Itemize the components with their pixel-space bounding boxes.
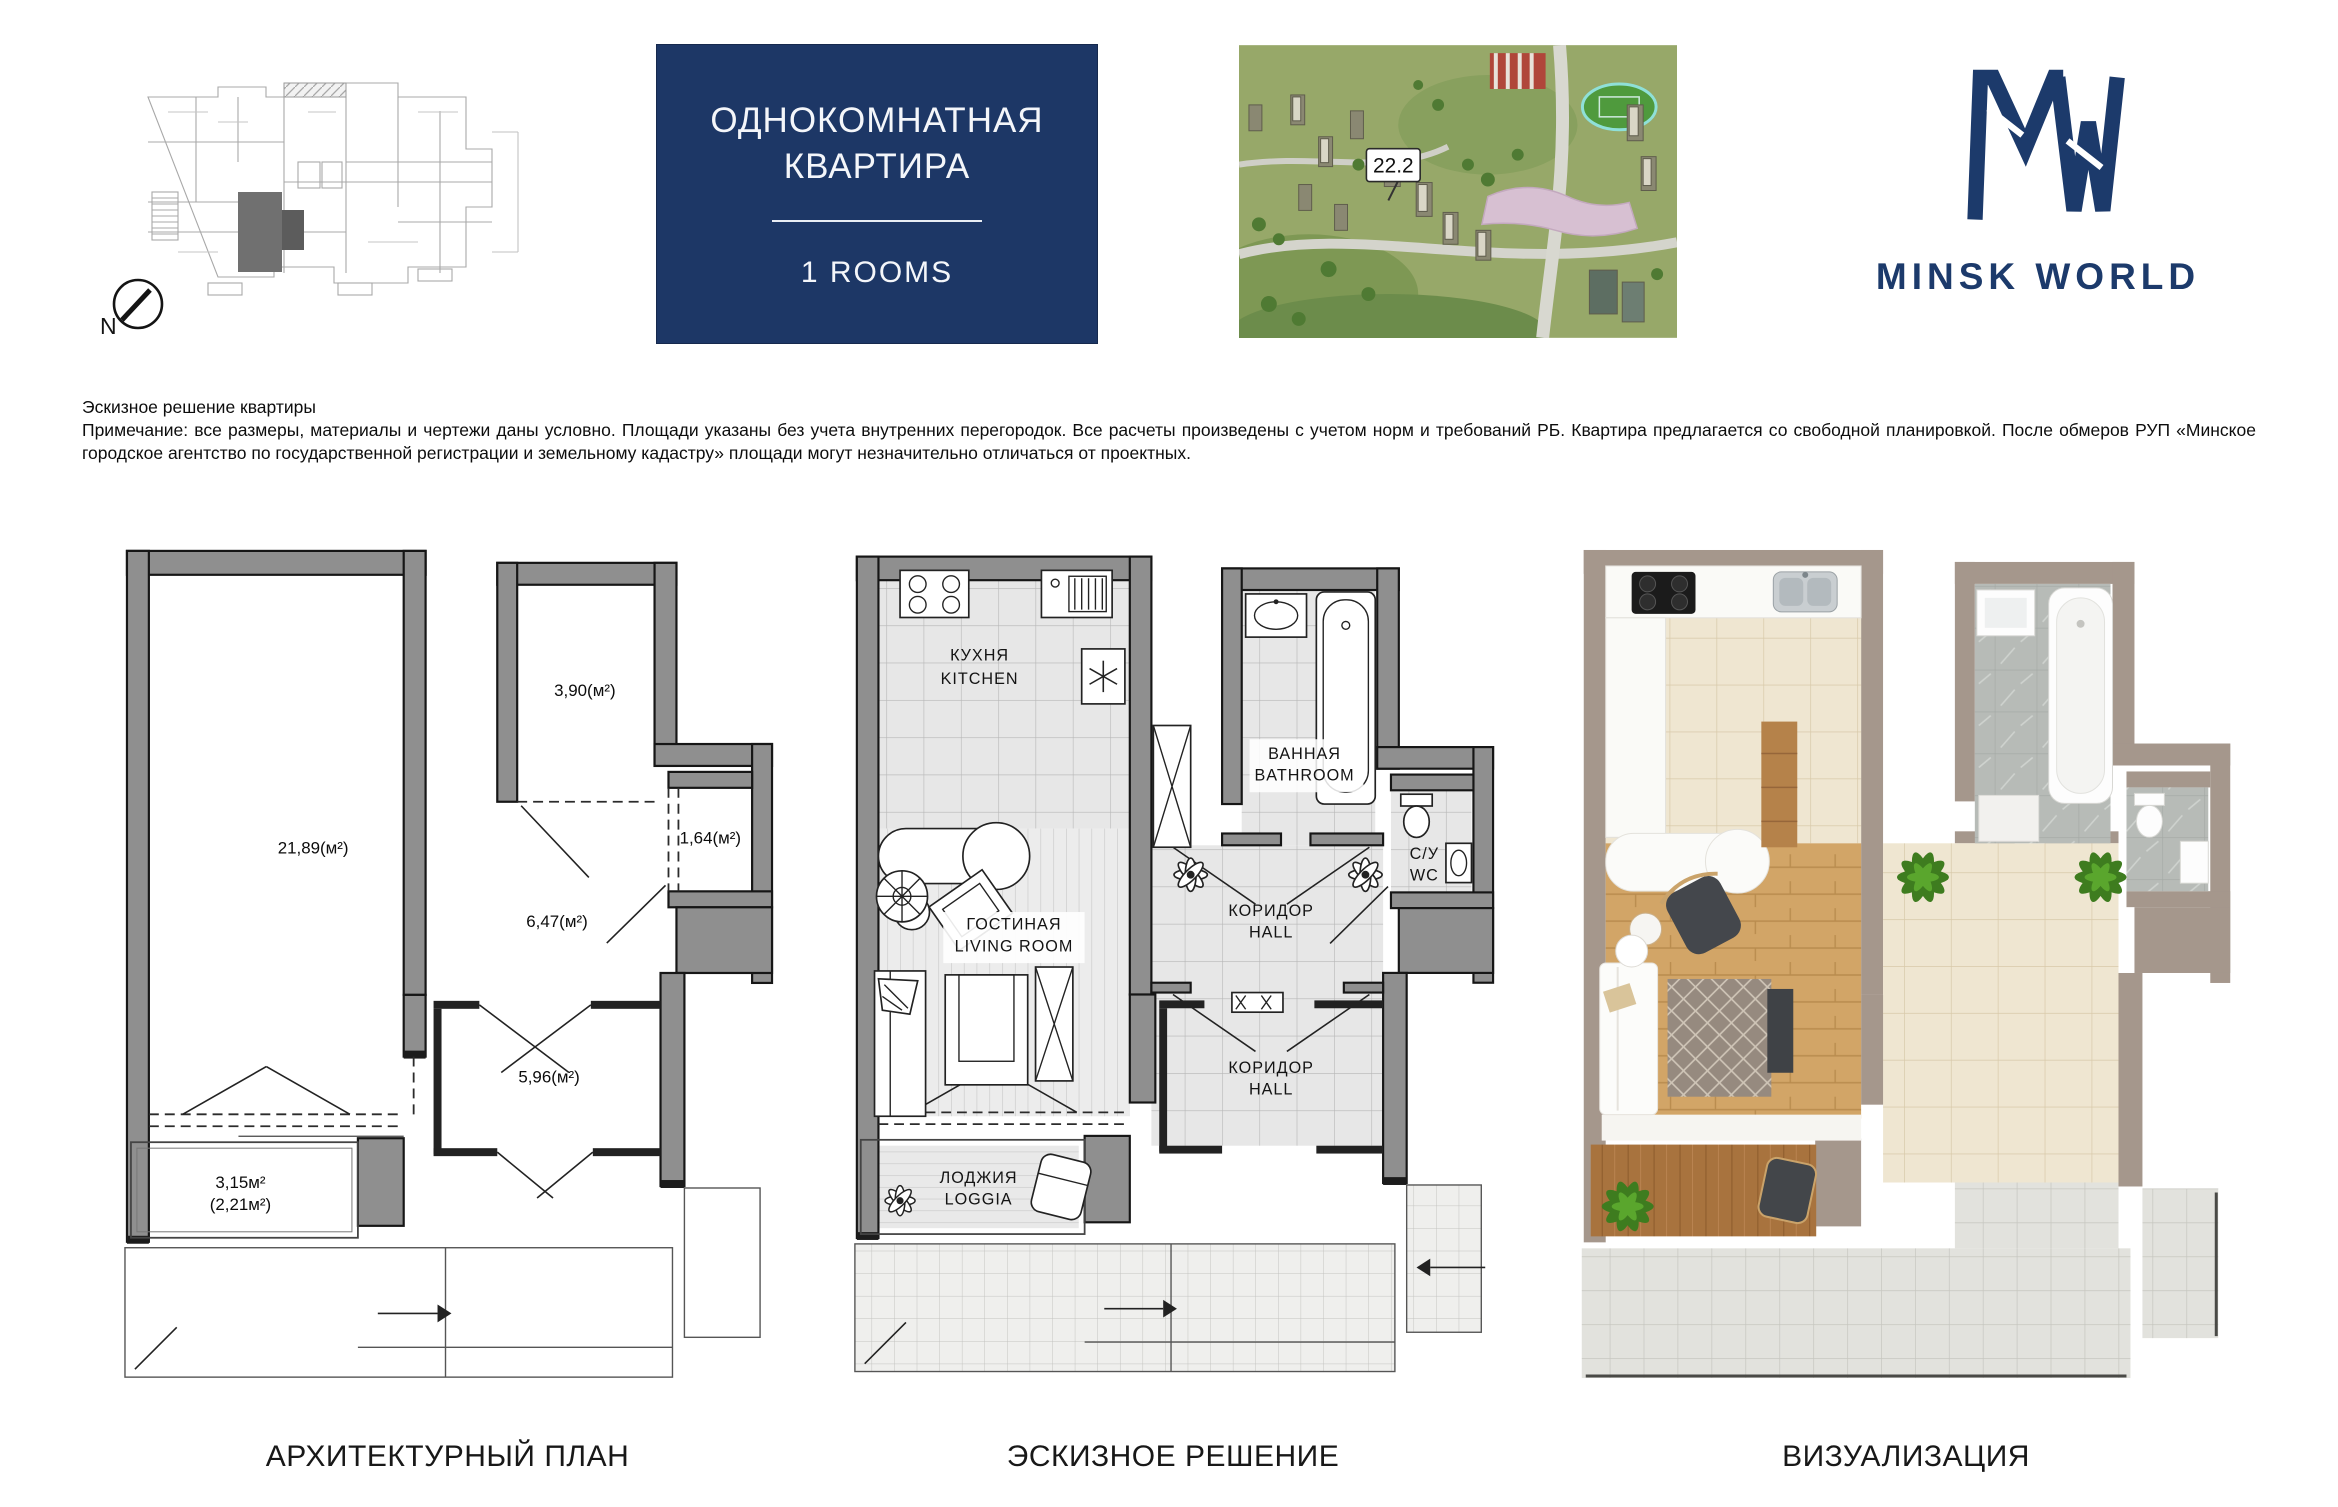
area-loggia-total: 3,15м² xyxy=(215,1172,266,1192)
caption-sketch: ЭСКИЗНОЕ РЕШЕНИЕ xyxy=(1006,1440,1340,1473)
stove-icon xyxy=(900,570,969,617)
storey-plan-drawing xyxy=(88,42,540,342)
area-loggia-reduced: (2,21м²) xyxy=(209,1194,272,1214)
aerial-render xyxy=(1239,45,1677,338)
rug xyxy=(1668,979,1772,1097)
kitchen-sink-icon xyxy=(1041,570,1112,617)
compass-north-label: N xyxy=(100,313,117,339)
disclaimer-heading: Эскизное решение квартиры xyxy=(82,397,316,417)
sketch-plan-drawing xyxy=(849,544,1497,1392)
label-wc-ru: С/У xyxy=(1409,845,1440,864)
label-living-en: LIVING ROOM xyxy=(954,937,1074,956)
area-lower-room: 5,96(м²) xyxy=(518,1067,580,1087)
building-number-label: 22.2 xyxy=(1372,154,1414,178)
area-living: 21,89(м²) xyxy=(277,838,349,858)
caption-visualization: ВИЗУАЛИЗАЦИЯ xyxy=(1782,1440,2030,1473)
visualization-figure xyxy=(1570,544,2240,1392)
label-loggia-ru: ЛОДЖИЯ xyxy=(939,1169,1018,1188)
ac-unit-icon xyxy=(1082,649,1125,704)
walls xyxy=(127,551,772,1244)
terrace-outline xyxy=(125,1188,760,1377)
stadium xyxy=(1582,84,1656,130)
tv-panel xyxy=(1767,989,1793,1073)
area-side-room: 1,64(м²) xyxy=(679,828,742,848)
roof-hatch xyxy=(284,83,346,97)
bathroom-sink-icon xyxy=(1246,594,1307,637)
building-storey-schematic xyxy=(88,42,540,342)
architectural-plan-drawing xyxy=(119,544,776,1392)
plant-icon xyxy=(1174,858,1207,891)
toilet-icon xyxy=(1401,794,1432,837)
circus-tent xyxy=(1490,53,1546,89)
title-divider xyxy=(772,220,982,222)
label-kitchen-ru: КУХНЯ xyxy=(950,646,1010,665)
label-kitchen-en: KITCHEN xyxy=(940,670,1019,689)
unit-title-line2: КВАРТИРА xyxy=(783,147,971,186)
shoe-cabinet-icon xyxy=(1232,993,1283,1013)
compass-icon xyxy=(100,280,162,339)
steel-sink-icon xyxy=(1773,572,1837,612)
brand-wordmark: MINSK WORLD xyxy=(1875,256,2201,297)
armchair-icon xyxy=(876,871,927,922)
label-hall-lower-en: HALL xyxy=(1248,1080,1294,1099)
area-middle-room: 6,47(м²) xyxy=(526,912,588,932)
wardrobe xyxy=(1761,722,1797,848)
cooktop-icon xyxy=(1632,572,1696,614)
label-wc-en: WC xyxy=(1409,866,1439,885)
label-hall-upper-ru: КОРИДОР xyxy=(1228,901,1314,920)
disclaimer-block xyxy=(82,396,2256,465)
label-hall-upper-en: HALL xyxy=(1248,923,1294,942)
wardrobe-icon xyxy=(1036,967,1073,1081)
wc-sink-icon xyxy=(1446,843,1472,882)
area-top-room: 3,90(м²) xyxy=(554,681,616,701)
rooms-count-label: 1 ROOMS xyxy=(800,256,954,289)
disclaimer-note: Примечание: все размеры, материалы и чертежи даны условно. Площади указаны без учета внутренних перегородок. Все расчеты произведены с учетом норм и требований РБ. Квартира предлагается со свободной планировкой. После обмеров РУП «Минское городское агентство по государственной регистрации и земельному кадастру» площади могут незначительно отличаться от проектных. xyxy=(82,420,2256,463)
architectural-plan-figure xyxy=(119,544,776,1392)
plant-icon xyxy=(1349,858,1382,891)
unit-title-card xyxy=(656,44,1098,344)
plant-icon xyxy=(885,1186,915,1216)
label-living-ru: ГОСТИНАЯ xyxy=(966,915,1062,934)
sofa-icon xyxy=(875,971,926,1116)
label-bathroom-en: BATHROOM xyxy=(1254,766,1355,785)
side-table xyxy=(1616,935,1648,967)
sketch-plan-figure xyxy=(849,544,1497,1392)
mw-monogram-icon xyxy=(1948,64,2128,250)
caption-architectural: АРХИТЕКТУРНЫЙ ПЛАН xyxy=(265,1440,630,1473)
closet-icon xyxy=(1153,725,1190,847)
label-bathroom-ru: ВАННАЯ xyxy=(1268,744,1341,763)
bed-icon xyxy=(945,975,1027,1085)
visualization-render xyxy=(1570,544,2240,1392)
highlighted-unit xyxy=(238,192,304,272)
label-hall-lower-ru: КОРИДОР xyxy=(1228,1059,1314,1078)
label-loggia-en: LOGGIA xyxy=(944,1190,1013,1209)
unit-title-line1: ОДНОКОМНАТНАЯ xyxy=(710,101,1044,140)
brand-logo xyxy=(1858,64,2218,326)
aerial-illustration xyxy=(1239,45,1677,338)
